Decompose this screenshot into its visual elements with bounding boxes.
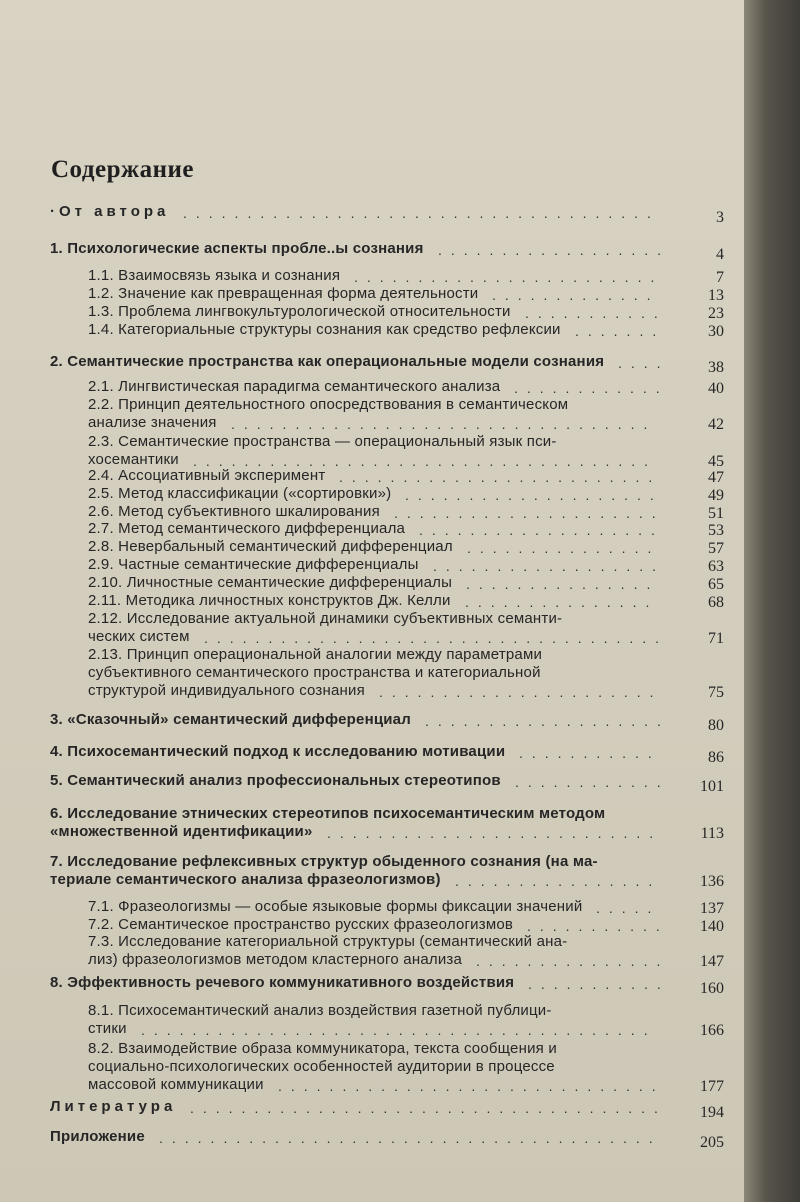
toc-page-number: 7	[716, 269, 724, 286]
toc-entry-text: ·От автора	[50, 203, 170, 220]
toc-entry-text: 7.1. Фразеологизмы — особые языковые формы фиксации значений	[88, 898, 583, 915]
leader-dots: .....................................	[190, 1100, 667, 1116]
toc-entry-line	[88, 933, 567, 951]
toc-entry-text: 5. Семантический анализ профессиональных стереотипов	[50, 772, 501, 789]
toc-entry-text: 2.9. Частные семантические дифференциалы	[88, 556, 419, 573]
toc-entry-text: 1. Психологические аспекты пробле..ы сознания	[50, 240, 424, 257]
leader-dots: .....................	[394, 505, 665, 521]
toc-page-number: 136	[700, 873, 724, 890]
toc-entry-text: 8.2. Взаимодействие образа коммуникатора, текста сообщения и	[88, 1040, 557, 1057]
toc-page-number: 45	[708, 453, 724, 470]
toc-entry-text: 2. Семантические пространства как операциональные модели сознания	[50, 353, 605, 370]
toc-entry-line	[88, 1076, 264, 1094]
leader-dots: ...........	[519, 745, 661, 761]
toc-entry-text: 2.6. Метод субъективного шкалирования	[88, 503, 380, 520]
toc-entry-text: 2.3. Семантические пространства — операциональный язык пси-	[88, 433, 557, 450]
toc-entry-text: 2.7. Метод семантического дифференциала	[88, 520, 406, 537]
leader-dots: ...............	[466, 576, 660, 592]
toc-entry-text: 2.8. Невербальный семантический дифференциал	[88, 538, 453, 555]
toc-entry-line	[88, 285, 478, 303]
toc-page-number: 13	[708, 287, 724, 304]
toc-page-number: 75	[708, 684, 724, 701]
toc-entry-line	[88, 646, 542, 664]
toc-page-number: 57	[708, 540, 724, 557]
toc-entry-text: «множественной идентификации»	[50, 823, 313, 840]
toc-entry-text: субъективного семантического пространства и категориальной	[88, 664, 541, 681]
toc-page-number: 140	[700, 918, 724, 935]
leader-dots: ...............	[467, 540, 661, 556]
toc-entry-text: хосемантики	[88, 451, 179, 468]
toc-page-number: 101	[700, 778, 724, 795]
toc-page-number: 30	[708, 323, 724, 340]
leader-dots: ....................................	[204, 630, 669, 646]
toc-page-number: 4	[716, 246, 724, 263]
toc-entry-line	[50, 871, 441, 889]
toc-entry-line	[88, 1058, 555, 1076]
toc-entry-line	[88, 485, 391, 503]
toc-entry-line	[50, 772, 501, 790]
toc-page-number: 147	[700, 953, 724, 970]
leader-dots: .......	[575, 323, 666, 339]
toc-page-number: 80	[708, 717, 724, 734]
toc-entry-text: 2.12. Исследование актуальной динамики субъективных семанти-	[88, 610, 563, 627]
leader-dots: ............	[515, 774, 670, 790]
toc-entry-line	[88, 1020, 127, 1038]
toc-entry-text: 2.11. Методика личностных конструктов Дж. Келли	[88, 592, 451, 609]
leader-dots: ...........	[528, 976, 670, 992]
leader-dots: ..................	[433, 558, 666, 574]
toc-page-number: 166	[700, 1022, 724, 1039]
leader-dots: ..........................	[327, 825, 663, 841]
toc-page-number: 86	[708, 749, 724, 766]
toc-entry-line	[50, 711, 411, 729]
toc-page-number: 65	[708, 576, 724, 593]
leader-dots: ....	[618, 355, 670, 371]
toc-page-number: 113	[700, 825, 724, 842]
leader-dots: ....................	[405, 487, 663, 503]
toc-page-number: 194	[700, 1104, 724, 1121]
toc-entry-text: лиз) фразеологизмов методом кластерного анализа	[88, 951, 463, 968]
toc-entry-line	[88, 1002, 552, 1020]
toc-entry-text: 7.2. Семантическое пространство русских фразеологизмов	[88, 916, 514, 933]
toc-entry-text: 6. Исследование этнических стереотипов психосемантическим методом	[50, 805, 606, 822]
leader-dots: ......................	[379, 684, 663, 700]
toc-entry-line	[88, 574, 452, 592]
toc-entry-line	[88, 1040, 557, 1058]
toc-entry-text: Приложение	[50, 1128, 145, 1145]
leader-dots: ........................................	[141, 1022, 657, 1038]
toc-entry-text: 1.1. Взаимосвязь языка и сознания	[88, 267, 341, 284]
toc-entry-line	[88, 433, 557, 451]
toc-page-number: 68	[708, 594, 724, 611]
toc-entry-line	[88, 916, 513, 934]
leader-dots: .....................................	[183, 205, 660, 221]
toc-entry-text: 7.3. Исследование категориальной структуры (семантический ана-	[88, 933, 568, 950]
toc-entry-line	[50, 853, 598, 871]
toc-entry-line	[50, 974, 514, 992]
leader-dots: .........................	[339, 469, 662, 485]
toc-page-number: 38	[708, 359, 724, 376]
toc-entry-text: 2.10. Личностные семантические дифференциалы	[88, 574, 453, 591]
toc-entry-line	[88, 396, 568, 414]
leader-dots: ...........	[525, 305, 667, 321]
toc-entry-text: 2.2. Принцип деятельностного опосредствования в семантическом	[88, 396, 569, 413]
toc-entry-line	[50, 805, 605, 823]
toc-entry-text: 8.1. Психосемантический анализ воздействия газетной публици-	[88, 1002, 552, 1019]
toc-entry-line	[50, 353, 604, 371]
toc-entry-line	[88, 538, 453, 556]
leader-dots: .................................	[231, 416, 657, 432]
leader-dots: .....	[596, 900, 661, 916]
toc-entry-text: стики	[88, 1020, 127, 1037]
toc-entry-text: териале семантического анализа фразеологизмов)	[50, 871, 441, 888]
toc-entry-line	[88, 467, 325, 485]
toc-page-number: 177	[700, 1078, 724, 1095]
toc-entry-text: 1.3. Проблема лингвокультурологической относительности	[88, 303, 511, 320]
leader-dots: ..................	[438, 242, 671, 258]
toc-page-number: 42	[708, 416, 724, 433]
toc-entry-line	[50, 1128, 145, 1146]
toc-entry-line	[88, 682, 365, 700]
toc-entry-text: анализе значения	[88, 414, 217, 431]
leader-dots: ........................	[354, 269, 664, 285]
toc-entry-text: 2.4. Ассоциативный эксперимент	[88, 467, 326, 484]
toc-entry-line	[50, 203, 169, 221]
toc-page-number: 160	[700, 980, 724, 997]
toc-entry-line	[88, 898, 582, 916]
toc-entry-line	[88, 951, 462, 969]
toc-entry-line	[88, 414, 217, 432]
toc-entry-line	[88, 303, 511, 321]
toc-entry-text: 4. Психосемантический подход к исследованию мотивации	[50, 743, 506, 760]
toc-entry-text: 2.5. Метод классификации («сортировки»)	[88, 485, 392, 502]
leader-dots: ..............................	[278, 1078, 665, 1094]
toc-page-number: 205	[700, 1134, 724, 1151]
leader-dots: ....................................	[193, 453, 658, 469]
toc-entry-text: социально-психологических особенностей аудитории в процессе	[88, 1058, 555, 1075]
toc-page-number: 51	[708, 505, 724, 522]
toc-entry-text: ческих систем	[88, 628, 190, 645]
toc-entry-line	[88, 664, 541, 682]
toc-entry-text: 8. Эффективность речевого коммуникативного воздействия	[50, 974, 515, 991]
toc-entry-line	[88, 503, 380, 521]
toc-page-number: 3	[716, 209, 724, 226]
toc-entry-line	[88, 556, 419, 574]
toc-entry-line	[50, 240, 424, 258]
toc-entry-line	[50, 823, 313, 841]
toc-page-number: 23	[708, 305, 724, 322]
toc-entry-line	[88, 321, 561, 339]
toc-entry-line	[50, 743, 505, 761]
toc-page-number: 71	[708, 630, 724, 647]
toc-entry-text: Литература	[50, 1098, 177, 1115]
leader-dots: ...............	[465, 594, 659, 610]
leader-dots: ...........	[527, 918, 669, 934]
leader-dots: ...............	[476, 953, 670, 969]
toc-entry-text: структурой индивидуального сознания	[88, 682, 365, 699]
toc-entry-line	[50, 1098, 176, 1116]
leader-dots: ...................	[419, 522, 664, 538]
toc-entry-line	[88, 267, 340, 285]
toc-entry-text: 1.2. Значение как превращенная форма деятельности	[88, 285, 479, 302]
toc-entry-line	[88, 378, 500, 396]
toc-entry-text: 2.13. Принцип операциональной аналогии между параметрами	[88, 646, 543, 663]
toc-entry-line	[88, 592, 451, 610]
toc-entry-text: 3. «Сказочный» семантический дифференциал	[50, 711, 411, 728]
leader-dots: ................	[455, 873, 662, 889]
toc-entry-text: 7. Исследование рефлексивных структур обыденного сознания (на ма-	[50, 853, 598, 870]
leader-dots: .......................................	[159, 1130, 662, 1146]
leader-dots: ............	[514, 380, 669, 396]
toc-entry-text: 1.4. Категориальные структуры сознания как средство рефлексии	[88, 321, 561, 338]
toc-page-number: 137	[700, 900, 724, 917]
toc-entry-line	[88, 628, 190, 646]
leader-dots: ...................	[425, 713, 670, 729]
toc-page-number: 47	[708, 469, 724, 486]
book-spine-edge	[744, 0, 800, 1202]
leader-dots: .............	[492, 287, 660, 303]
toc-page-number: 40	[708, 380, 724, 397]
toc-entry-text: 2.1. Лингвистическая парадигма семантического анализа	[88, 378, 501, 395]
toc-page-number: 53	[708, 522, 724, 539]
toc-entry-text: массовой коммуникации	[88, 1076, 264, 1093]
page-title: Содержание	[51, 156, 195, 183]
toc-page-number: 63	[708, 558, 724, 575]
toc-entry-line	[88, 520, 405, 538]
toc-entry-line	[88, 610, 562, 628]
toc-page-number: 49	[708, 487, 724, 504]
